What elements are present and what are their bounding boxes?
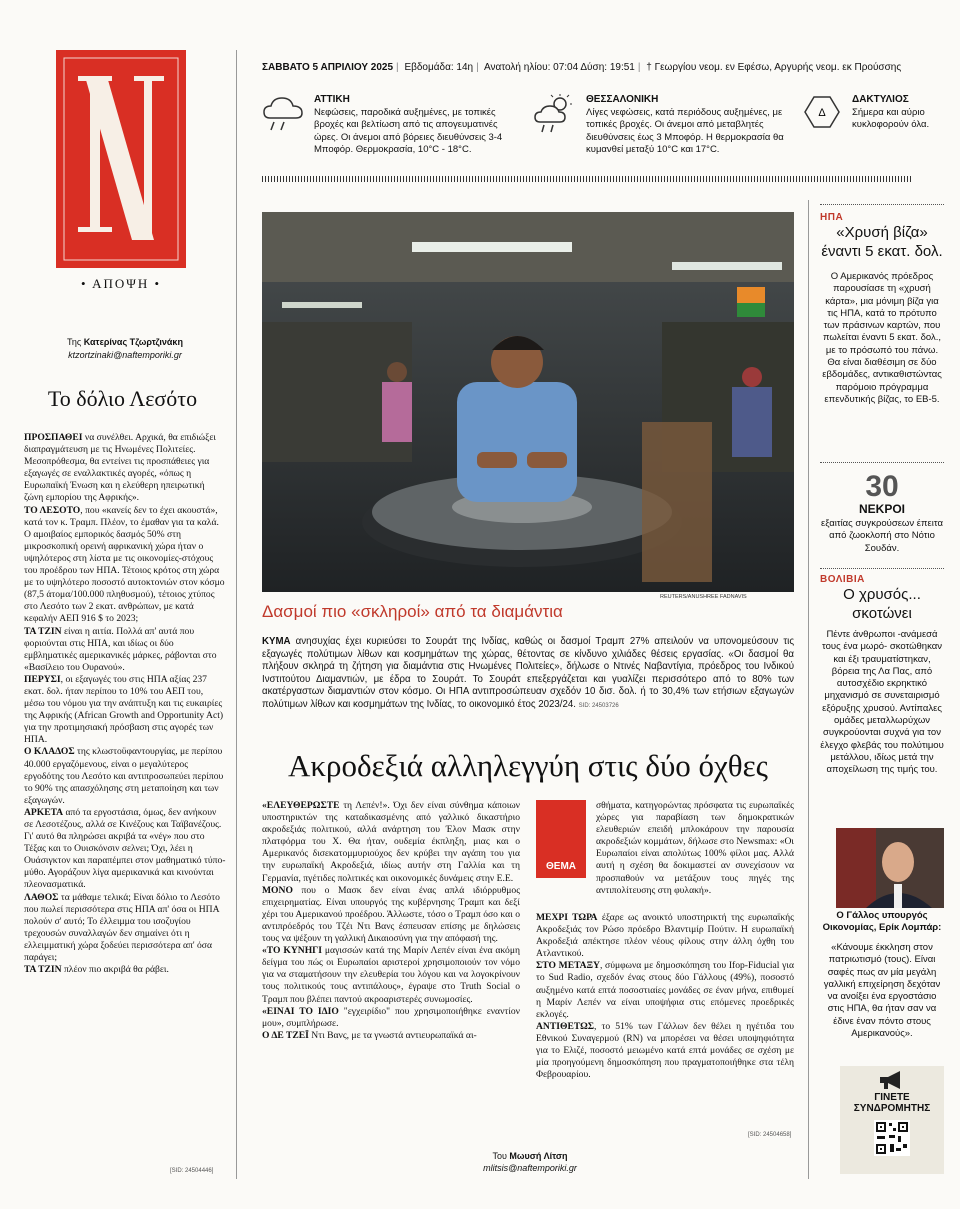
paragraph-text: από τα εργοστάσια, όμως, δεν ανήκουν σε Λεσοτέζους, αλλά σε Κινέζους και Ταϊβανέζους. Γι' αυτό θα πληρώσει ακριβά τα «νέγ» που στο Τέξας και το Ουισκόνσιν σελνει; Όχι, λέει η Ουάσιγκτον και παραπέμπει στον μαθηματικό τύπο-μύθο. Αγοράζουν λίγα αμερικανικά και κινούνται πλεονασματικά. (24, 806, 226, 891)
sidebar-top-rule (820, 204, 944, 206)
diamond-worker-photo (262, 212, 794, 592)
photo-caption-title: Δασμοί πιο «σκληροί» από τα διαμάντια (262, 602, 563, 621)
paragraph-lead: ΛΑΘΟΣ (24, 891, 59, 903)
thema-label: ΘΕΜΑ (546, 861, 576, 872)
paragraph-text: , που «κανείς δεν το έχει ακουστά», κατά τον κ. Τραμπ. Πλέον, το έμαθαν για τα καλά. Ο αμοιβαίος εμπορικός δασμός 50% στη μικροσκοπική ορεινή αφρικανική χώρα ήταν ο υψηλότερος στη λίστα με τις οικονομίες-στόχους του προέδρου των ΗΠΑ. Τέτοιος κρότος στη χώρα με το υψηλότερο ποσοστό αυτοκτονιών στον κόσμο (87,5 άτομα/100.000 πληθυσμού), τέτοιος χτύπος στο Λεσότο των 2 εκατ. ανθρώπων, με κατά κεφαλήν ΑΕΠ 916 $ το 2023; (24, 504, 225, 625)
rain-cloud-icon (262, 94, 306, 134)
caption-lead: ΚΥΜΑ (262, 636, 291, 647)
portrait-caption: Ο Γάλλος υπουργός Οικονομίας, Ερίκ Λομπάρ: (822, 910, 942, 934)
paragraph-lead: ΤΑ ΤΖΙΝ (24, 625, 62, 637)
casualty-number: 30 (865, 470, 899, 503)
col2-top-text: σθήματα, κατηγορώντας πρόσφατα τις ευρωπαϊκές χώρες για παραβίαση των δημοκρατικών ελευθεριών επειδή μπλοκάρουν την παρουσία ακροδεξιών κομμάτων, δήλωσε στο Newsmax: «Οι Ευρωπαίοι είναι απολύτως 100% φίλοι μας. Αλλά αυτή η σχέση θα δοκιμαστεί αν συνεχίσουν να προσπαθούν να μετάξουν τους πηγές της αντιπολίτευσης στη φυλακή». (596, 800, 795, 896)
story-text: Πέντε άνθρωποι -ανάμεσά τους ένα μωρό- σκοτώθηκαν και έξι τραυματίστηκαν, βόρεια της Λα Πας, από αυτοσχέδιο εκρηκτικό μηχανισμό σε συνεταιρισμό εξόρυξης χρυσού. Αντίπαλες ομάδες μεταλλωρύχων συγκρούονται συχνά για τον έλεγχο φλεβάς του πολύτιμου μετάλλου, ιδίως μετά την αποχείλωση της τιμής του. (820, 629, 944, 776)
weather-attica (262, 94, 512, 157)
megaphone-icon (878, 1070, 906, 1090)
column-divider (236, 50, 237, 1179)
paragraph-text: της κλωστοϋφαντουργίας, με περίπου 40.000 εργαζόμενους, είναι ο μεγαλύτερος εργοδότης του Λεσότο και αντιπροσωπεύει περίπου το 90% της απασχόλησης στη μεταποίηση και των εξαγωγών. (24, 746, 224, 806)
sidebar-story-usa (820, 212, 944, 406)
story-kicker: ΒΟΛΙΒΙΑ (820, 574, 865, 585)
paragraph (24, 505, 226, 626)
paragraph (24, 746, 226, 806)
paragraph-lead: ΜΟΝΟ (262, 884, 293, 896)
paragraph-lead: «ΕΛΕΥΘΕΡΩΣΤΕ (262, 800, 340, 811)
paragraph-lead: ΤΑ ΤΖΙΝ (24, 964, 62, 976)
weather-place: ΘΕΣΣΑΛΟΝΙΚΗ (586, 94, 659, 105)
paragraph-lead: ΤΟ ΛΕΣΟΤΟ (24, 504, 81, 516)
paragraph (536, 912, 794, 960)
story-title: «Χρυσή βίζα» έναντι 5 εκατ. δολ. (821, 224, 943, 260)
newspaper-logo (56, 50, 186, 268)
caption-ref: SID: 24503726 (578, 702, 619, 709)
casualty-label: ΝΕΚΡΟΙ (858, 502, 905, 516)
date-text: ΣΑΒΒΑΤΟ 5 ΑΠΡΙΛΙΟΥ 2025 (262, 62, 394, 73)
left-byline (40, 336, 210, 362)
sidebar-story-bolivia (820, 574, 944, 777)
byline-prefix: Της (67, 337, 82, 347)
paragraph-lead: ΑΝΤΙΘΕΤΩΣ (536, 1020, 595, 1032)
paragraph-text: που ο Μασκ δεν είναι ένας απλά ιδιόρρυθμος επιχειρηματίας. Είναι υπουργός της κυβέρνησης Τραμπ και δεξί χέρι του Αμερικανού προέδρου. Άλλωστε, τόσο ο Τραμπ όσο και ο αντιπρόεδρός του Τζέι Ντι Βανς έσπευσαν επίσης με δηλώσεις τους να ψέξουν τη γαλλική Δικαιοσύνη για την απόφασή της. (262, 884, 520, 945)
paragraph (24, 892, 226, 965)
byline-author: Κατερίνας Τζωρτζινάκη (83, 337, 183, 347)
weather-place: ΔΑΚΤΥΛΙΟΣ (852, 94, 909, 105)
minister-portrait (836, 828, 944, 908)
date-bar: ΣΑΒΒΑΤΟ 5 ΑΠΡΙΛΙΟΥ 2025 | Εβδομάδα: 14η | Ανατολή ηλίου: 07:04 Δύση: 19:51 | † Γεωργίου νεομ. εν Εφέσω, Αργυρής νεομ. εκ Προύσσης (262, 62, 902, 73)
story-title: Ο χρυσός... σκοτώνει (843, 586, 921, 622)
saints-text: † Γεωργίου νεομ. εν Εφέσω, Αργυρής νεομ. εκ Προύσσης (646, 62, 902, 73)
paragraph-lead: Ο ΔΕ ΤΖΕΪ (262, 1029, 309, 1041)
weather-text: Νεφώσεις, παροδικά αυξημένες, με τοπικές βροχές και βελτίωση από τις απογευματινές ώρες. Οι άνεμοι από βόρειες διευθύνσεις 3-4 Μποφόρ. Θερμοκρασία, 10°C - 18°C. (314, 106, 503, 155)
paragraph-text: , το 51% των Γάλλων δεν θέλει η ηγέτιδα του Εθνικού Συναγερμού (RN) να μπορέσει να θέσει υποψηφιότητα για το Ελιζέ, ποσοστό μειωμένο κατά επτά μονάδες σε σχέση με μία προηγούμενη δημοσκόπηση που πραγματοποιήθηκε στα τέλη Φεβρουαρίου. (536, 1020, 794, 1081)
paragraph-text: έξαρε ως ανοικτό υποστηρικτή της ευρωπαϊκής Ακροδεξιάς τον Ρώσο πρόεδρο Βλαντιμίρ Πούτιν. Η ευρωπαϊκή Ακροδεξιά απέκτησε πλέον νέους φίλους στην άλλη όχθη του Ατλαντικού. (536, 912, 794, 960)
caption-body: ανησυχίας έχει κυριεύσει το Σουράτ της Ινδίας, καθώς οι δασμοί Τραμπ 27% απειλούν να υπονομεύσουν τις εξαγωγές πολύτιμων λίθων και κοσμημάτων της χώρας, θέτοντας σε κίνδυνο χιλιάδες θέσεις εργασίας. «Οι δασμοί θα πλήξουν σκληρά τη ζήτηση για διαμάντια στις Ηνωμένες Πολιτείες», δήλωσε ο Ντινές Ναβαντίγια, πρόεδρος του Ινδικού Ινστιτούτου Διαμαντιών, με έδρα το Σουράτ. Το Σουράτ επεξεργάζεται και γυαλίζει περισσότερο από το 80% των ακατέργαστων διαμαντιών στον κόσμο. Οι ΗΠΑ αντιπροσώπευαν σχεδόν 10 δισ. δολ. ή το 30,4% των ετήσιων εξαγωγών πολύτιμων λίθων και κοσμημάτων της Ινδίας, το οικονομικό έτος 2023/24. (262, 636, 794, 710)
sun-cloud-rain-icon (534, 94, 578, 134)
main-article-col1 (262, 800, 520, 1042)
header-divider (262, 176, 912, 182)
paragraph (24, 807, 226, 892)
portrait-illustration (836, 828, 944, 908)
sidebar-separator (820, 462, 944, 463)
paragraph (24, 626, 226, 674)
qr-code-icon[interactable] (874, 1120, 910, 1156)
photo-illustration (262, 212, 794, 592)
paragraph (24, 674, 226, 747)
main-article-title: Ακροδεξιά αλληλεγγύη στις δύο όχθες (288, 748, 768, 783)
paragraph-text: πλέον πιο ακριβά θα ράβει. (61, 964, 169, 976)
paragraph-lead: ΜΕΧΡΙ ΤΩΡΑ (536, 912, 598, 923)
paragraph (262, 1006, 520, 1030)
paragraph (262, 1030, 520, 1042)
paragraph (262, 885, 520, 945)
paragraph-lead: ΠΕΡΥΣΙ (24, 673, 61, 685)
byline-prefix: Του (492, 1151, 507, 1161)
weather-text: Λίγες νεφώσεις, κατά περιόδους αυξημένες, με τοπικές βροχές. Οι άνεμοι από μεταβλητές διευθύνσεις έως 3 Μποφόρ. Η θερμοκρασία θα κυμανθεί μεταξύ 10°C και 17°C. (586, 106, 784, 155)
sidebar-separator (820, 568, 944, 569)
paragraph-text: τη Λεπέν!». Όχι δεν είναι σύνθημα κάποιων υποστηρικτών της καταδικασμένης από γαλλικό δικαστήριο ακροδεξιάς πολιτικού, αλλά ανάρτηση του Έλον Μασκ στην πλατφόρμα του Χ. Θα ήταν, ουδεμία έκπληξη, μιας και ο Αμερικανός δισεκατομμυριούχος δεν κρύβει την αγάπη του για την ευρωπαϊκή Ακροδεξιά, ιδίως αυτήν στη Γαλλία και τη Γερμανία, πγέτιδες πολιτικές και οικονομικές δυνάμεις στην Ε.Ε. (262, 800, 520, 884)
paragraph-text: είναι η αιτία. Πολλά απ' αυτά που φοριούνται στις ΗΠΑ, και ιδίως οι δύο εμβληματικές αμερικανικές μάρκες, ράβονται στο «Βασίλειο του Ουρανού». (24, 625, 217, 673)
paragraph-text: μαγισσών κατά της Μαρίν Λεπέν είναι ένα ακόμη δείγμα του πώς οι Ευρωπαίοι αριστεροί χρησιμοποιούν τον νόμο για να σταματήσουν την ελευθερία του λόγου και να λογοκρίνουν τους πολιτικούς τους αντιπάλους», έγραψε στο Truth Social ο Τραμπ που βλέπει παντού ακροαριστερές συνωμοσίες. (262, 945, 520, 1005)
casualty-text: εξαιτίας συγκρούσεων έπειτα από ζωοκλοπή στο Νότιο Σουδάν. (820, 518, 943, 554)
paragraph (24, 432, 226, 505)
weather-place: ΑΤΤΙΚΗ (314, 94, 350, 105)
section-label: • ΑΠΟΨΗ • (80, 276, 162, 291)
traffic-ring-icon (802, 94, 842, 130)
sidebar-divider (808, 200, 809, 1179)
paragraph-text: "εγχειρίδιο" που χρησιμοποιήθηκε εναντίον μου», συμπλήρωσε. (262, 1005, 520, 1029)
left-article-body (24, 432, 226, 976)
paragraph-lead: «ΕΙΝΑΙ ΤΟ ΙΔΙΟ (262, 1005, 339, 1017)
paragraph (536, 960, 794, 1020)
photo-caption-text (262, 636, 794, 712)
main-article-ref: [SID: 24504658] (748, 1132, 792, 1138)
thema-badge (536, 800, 586, 878)
paragraph (536, 1021, 794, 1081)
weather-ring (802, 94, 946, 132)
week-text: Εβδομάδα: 14η (404, 62, 474, 73)
sun-text: Ανατολή ηλίου: 07:04 Δύση: 19:51 (483, 62, 635, 73)
minister-quote: «Κάνουμε έκκληση στον πατριωτισμό (τους). Είναι σαφές πως αν μία μεγάλη γαλλική επιχείρηση δεχόταν να ανοίξει ένα εργοστάσιο στις ΗΠΑ, θα ήταν σαν να έδινε έναν πόντο στους Αμερικανούς». (823, 942, 941, 1040)
paragraph-lead: ΣΤΟ ΜΕΤΑΞΥ (536, 960, 600, 972)
paragraph-text: να συνέλθει. Αρχικά, θα επιδιώξει διαπραγμάτευση με τις Ηνωμένες Πολιτείες. Μεσοπρόθεσμα, θα εντείνει τις προσπάθειες για εξαγωγές σε εναλλακτικές αγορές, «όπως η Ευρωπαϊκή Ένωση και η ελεύθερη ηπειρωτική ζώνη εμπορίου της Αφρικής». (24, 432, 216, 504)
byline-email[interactable]: mlitsis@naftemporiki.gr (483, 1163, 577, 1173)
byline-author: Μωυσή Λίτση (509, 1151, 568, 1161)
paragraph-text: Ντι Βανς, με τα γνωστά αντιευρωπαϊκά αι- (308, 1029, 477, 1041)
paragraph (262, 800, 520, 885)
left-article-title: Το δόλιο Λεσότο (47, 386, 198, 411)
story-kicker: ΗΠΑ (820, 212, 844, 223)
main-article-col2 (536, 912, 794, 1081)
paragraph (262, 945, 520, 1005)
paragraph-lead: ΑΡΚΕΤΑ (24, 806, 64, 818)
main-article-col2-top (596, 800, 794, 897)
subscribe-label[interactable]: ΓΙΝΕΤΕ ΣΥΝΔΡΟΜΗΤΗΣ (853, 1092, 931, 1114)
weather-text: Σήμερα και αύριο κυκλοφορούν όλα. (852, 106, 930, 130)
svg-text:Δ: Δ (818, 107, 826, 119)
paragraph (24, 964, 226, 976)
weather-thessaloniki (534, 94, 786, 157)
paragraph-text: , σύμφωνα με δημοσκόπηση του Ifop-Fiducial για το Sud Radio, σχεδόν ένας στους δύο Γάλλους (49%), ποσοστό αυξημένο κατά επτά ποσοστιαίες μονάδες σε έναν μήνα, επιθυμεί η Μαρίν Λεπέν να είναι υποψήφια στις επόμενες προεδρικές εκλογές. (536, 960, 794, 1020)
byline-email[interactable]: ktzortzinaki@naftemporiki.gr (68, 350, 182, 360)
photo-credit: REUTERS/ANUSHREE FADNAVIS (660, 594, 747, 600)
n-logo-mark (56, 50, 186, 268)
paragraph-text: , οι εξαγωγές του στις ΗΠΑ αξίας 237 εκατ. δολ. ήταν περίπου το 10% του ΑΕΠ του, μέσω του νόμου για την ανάπτυξη και τις ευκαιρίες της Αφρικής (African Growth and Opportunity Act) για την προτιμησιακή πρόσβαση στις αγορές των ΗΠΑ. (24, 673, 224, 746)
paragraph-lead: Ο ΚΛΑΔΟΣ (24, 746, 75, 758)
paragraph-lead: «ΤΟ ΚΥΝΗΓΙ (262, 945, 323, 957)
story-text: Ο Αμερικανός πρόεδρος παρουσίασε τη «χρυσή κάρτα», μια μόνιμη βίζα για τις ΗΠΑ, κατά το πρότυπο των πράσινων καρτών, που πωλείται έναντι 5 εκατ. δολ., με το πρόσωπό του πάνω. Θα είναι διαθέσιμη σε δύο εβδομάδες, αντικαθιστώντας παρόμοιο πρόγραμμα επενδυτικής βίζας, το ΕΒ-5. (822, 271, 942, 405)
paragraph-lead: ΠΡΟΣΠΑΘΕΙ (24, 432, 83, 443)
subscribe-box[interactable] (840, 1066, 944, 1174)
paragraph-text: τα μάθαμε τελικά; Είναι δόλιο το Λεσότο που πωλεί περισσότερα στις ΗΠΑ απ' όσα οι ΗΠΑ πολούν σ' αυτό; Το έλλειμμα του ισοζυγίου τρεχουσών συναλλαγών δεν σημαίνει ότι η ελλειμματική χώρα ξοδεύει περισσότερα απ' όσα παράγει; (24, 891, 220, 964)
left-article-ref: [SID: 24504446] (170, 1168, 214, 1174)
main-byline (440, 1150, 620, 1174)
